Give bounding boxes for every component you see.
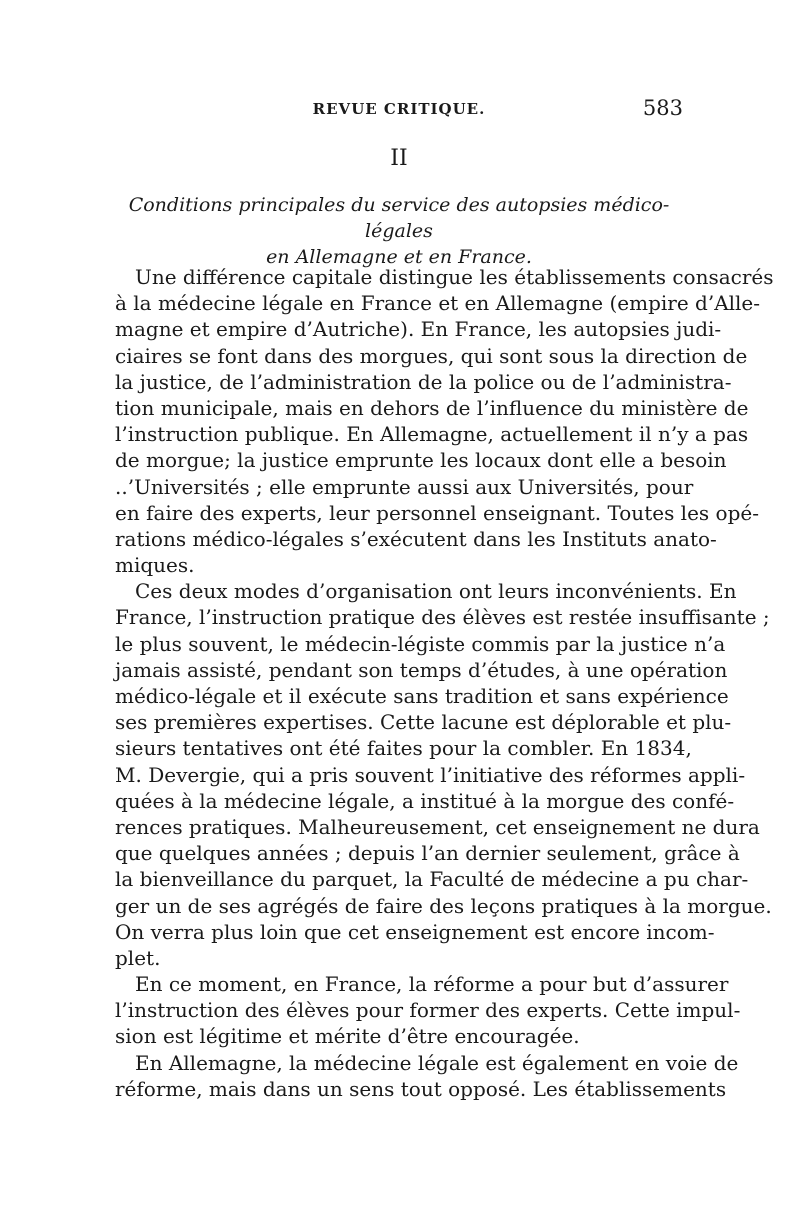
text-line: quées à la médecine légale, a institué à la morgue des confé- [115,788,735,813]
text-line: médico-légale et il exécute sans tradition et sans expérience [115,684,729,708]
text-line: Une différence capitale distingue les établissements consacrés [135,265,774,289]
text-line: à la médecine légale en France et en Allemagne (empire d’Alle- [115,291,761,316]
text-line: Ces deux modes d’organisation ont leurs inconvénients. En [135,579,737,604]
section-number: II [390,146,408,171]
text-line: que quelques années ; depuis l’an dernier seulement, grâce à [115,841,740,866]
text-line: tion municipale, mais en dehors de l’influence du ministère de [115,395,749,420]
page-number: 583 [642,96,683,120]
text-line: rences pratiques. Malheureusement, cet enseignement ne dura [115,814,760,839]
text-line: l’instruction publique. En Allemagne, actuellement il n’y a pas [115,422,749,447]
body-text [115,264,774,1102]
text-line: sieurs tentatives ont été faites pour la combler. En 1834, [115,736,692,761]
text-line: de morgue; la justice emprunte les locaux dont elle a besoin [115,448,727,473]
text-line: miques. [115,553,195,578]
text-line: rations médico-légales s’exécutent dans les Instituts anato- [115,526,717,551]
section-title-line: en Allemagne et en France. [266,246,532,268]
text-line: la bienveillance du parquet, la Faculté de médecine a pu char- [115,867,749,892]
text-line: ger un de ses agrégés de faire des leçons pratiques à la morgue. [115,893,772,918]
text-line: plet. [115,945,161,970]
section-title [115,192,683,270]
text-line: En Allemagne, la médecine légale est également en voie de [135,1050,739,1075]
text-line: réforme, mais dans un sens tout opposé. Les établissements [115,1076,727,1101]
text-line: France, l’instruction pratique des élèves est restée insuffisante ; [115,605,770,630]
text-line: En ce moment, en France, la réforme a pour but d’assurer [135,972,729,997]
text-line: la justice, de l’administration de la police ou de l’administra- [115,369,732,394]
section-title-line: Conditions principales du service des autopsies médico-légales [128,194,670,242]
text-line: magne et empire d’Autriche). En France, les autopsies judi- [115,317,722,342]
text-line: M. Devergie, qui a pris souvent l’initiative des réformes appli- [115,762,746,787]
text-line: ..’Universités ; elle emprunte aussi aux Universités, pour [115,474,694,499]
text-line: jamais assisté, pendant son temps d’études, à une opération [115,657,728,682]
text-line: ciaires se font dans des morgues, qui sont sous la direction de [115,343,748,368]
text-line: sion est légitime et mérite d’être encouragée. [115,1024,580,1049]
text-line: le plus souvent, le médecin-légiste commis par la justice n’a [115,631,726,656]
running-head [115,96,683,120]
text-line: en faire des experts, leur personnel enseignant. Toutes les opé- [115,500,759,525]
running-title: REVUE CRITIQUE. [312,100,486,118]
text-line: On verra plus loin que cet enseignement est encore incom- [115,919,715,944]
text-line: l’instruction des élèves pour former des experts. Cette impul- [115,998,741,1023]
text-line: ses premières expertises. Cette lacune est déplorable et plu- [115,710,732,735]
